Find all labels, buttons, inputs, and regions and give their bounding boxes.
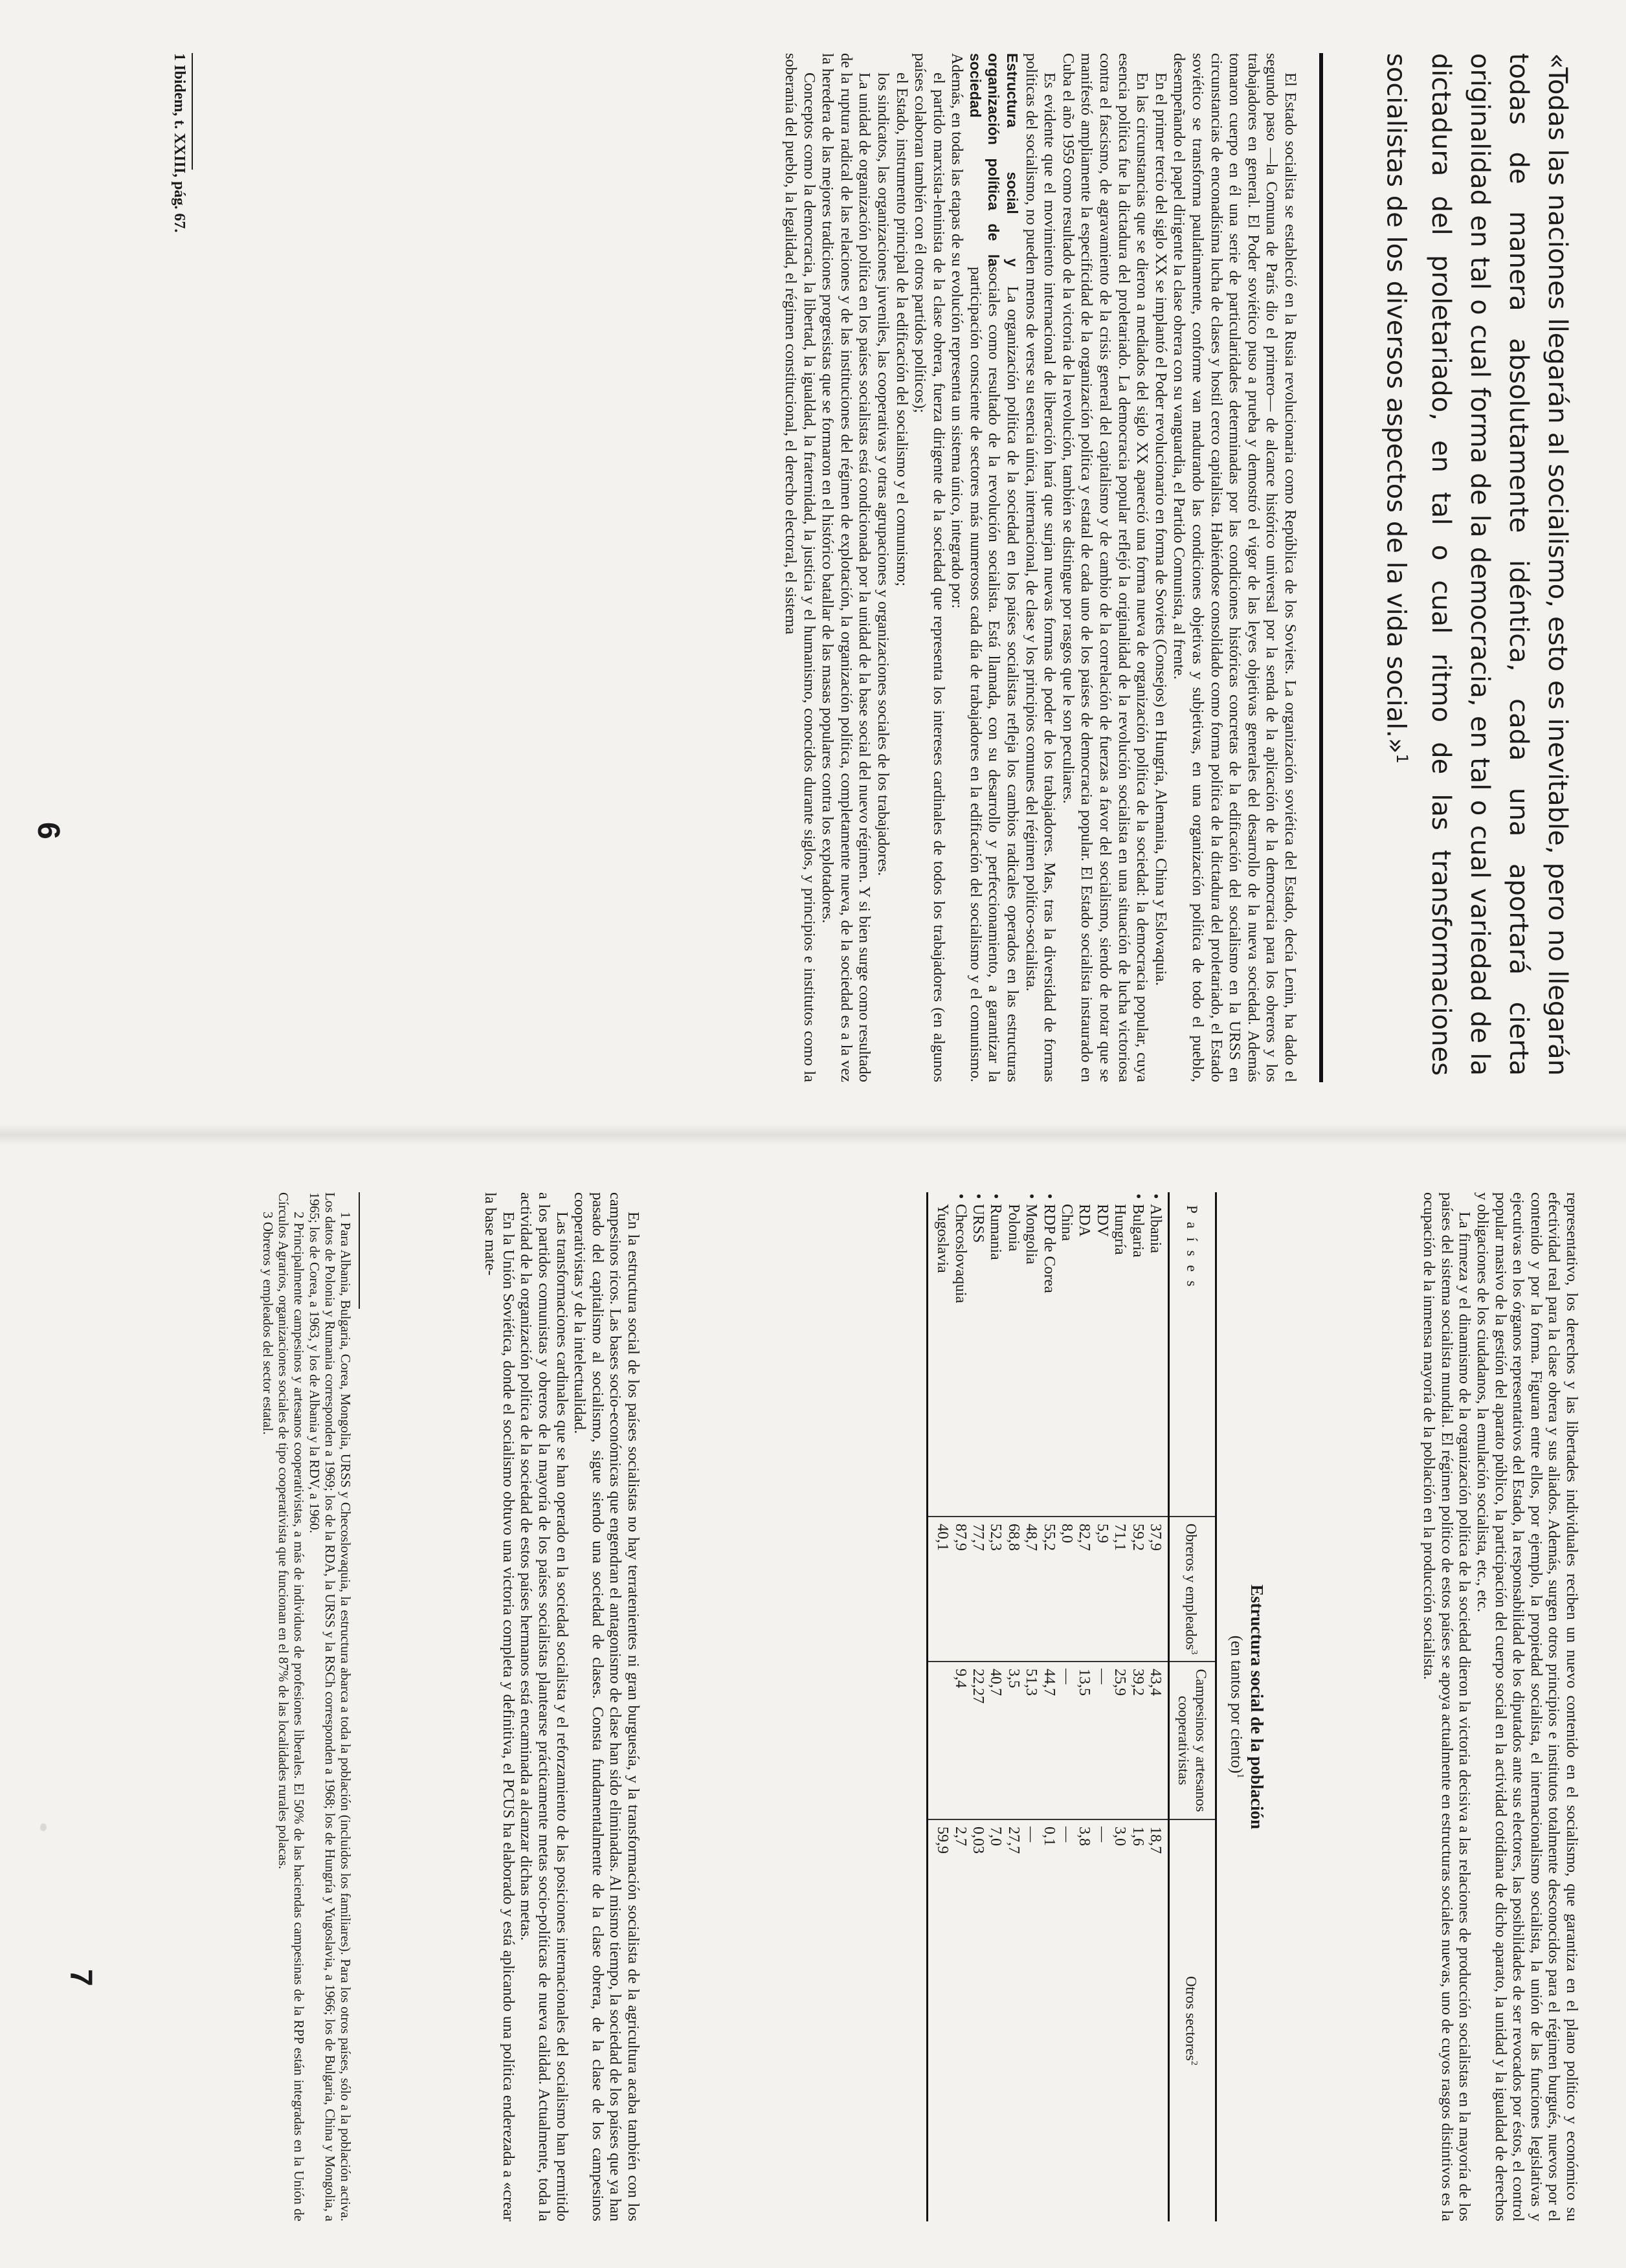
row-mark: • [1147,1194,1164,1199]
page-7-bottom-text [482,1192,642,2221]
country-cell [1004,1192,1021,1517]
other-value: 59,9 [927,1819,951,2221]
header-countries: P a í s e s [1169,1192,1216,1517]
epigraph-quote [1377,53,1577,1076]
table-subtitle [1227,1192,1245,2221]
country-name: RDP de Corea [1040,1204,1058,1293]
paragraph: los sindicatos, las organizaciones juveniles, las cooperativas y otras agrupaciones y organizaciones sociales de los trabajadores. [874,72,892,876]
workers-value: 87,9 [951,1517,968,1662]
quote-text: «Todas las naciones llegarán al socialismo, esto es inevitable, pero no llegarán todas de manera absolutamente idéntica, cada una aportará cierta originalidad en tal o cual forma de la democracia, en tal o cual variedad de la dictadura del proletariado, en tal o cual ritmo de las transformaciones socialistas de los diversos aspectos de la vida social.» [1381,53,1572,1076]
other-value: 0,03 [969,1819,986,2221]
peasants-value: 25,9 [1111,1662,1128,1819]
country-cell [1058,1192,1075,1517]
other-value: — [1093,1819,1110,2221]
social-structure-table [926,1192,1217,2221]
paragraph: La organización política de la sociedad en los países socialistas refleja los cambios radicales operados en las estructuras sociales como resultado de la revolución socialista. Está llamada, con su desarrollo y perfeccionamiento, a garantizar la participación consciente de sectores más numerosos cada día de trabajadores en la edificación del socialismo y el comunismo. Además, en todas las etapas de su evolución representa un sistema único, integrado por: [948,53,1022,1082]
country-cell [1075,1192,1093,1517]
workers-value: 77,7 [969,1517,986,1662]
ink-speck [40,1823,47,1831]
paragraph: representativo, los derechos y las libertades individuales reciben un nuevo contenido en el socialismo, que garantiza en el plano político y económico su efectividad real para la clase obrera y sus aliados. Además, surgen otros principios e institutos totalmente desconocidos para el régimen burgués, nuevos por el contenido y por la forma. Figuran entre ellos, por ejemplo, la propiedad socialista, el internacionalismo socialista, la unión de las funciones legislativas y ejecutivas en los órganos representativos del Estado, la responsabilidad de los diputados ante sus electores, las posibilidades de ser revocados por éstos, el control popular masivo de la gestión del aparato público, la participación del cuerpo social en la actividad cotidiana de dicho aparato, la unidad y la igualdad de derechos y obligaciones de los ciudadanos, la emulación socialista, etc., etc. [1474,1192,1581,2221]
row-mark: • [1129,1194,1146,1199]
workers-value: 8,0 [1058,1517,1075,1662]
country-cell [1093,1192,1110,1517]
paragraph: En la estructura social de los países socialistas no hay terratenientes ni gran burguesía, y la transformación socialista de la agricultura acaba también con los campesinos ricos. Las bases socio-económicas que engendran el antagonismo de clase han sido eliminadas. Al mismo tiempo, la sociedad de los países que ya han pasado del capitalismo al socialismo, sigue siendo una sociedad de clases. Consta fundamentalmente de la clase obrera, de la clase de los campesinos cooperativistas y de la intelectualidad. [571,1192,642,2221]
country-name: Bulgaria [1129,1204,1146,1258]
workers-value: 5,9 [1093,1517,1110,1662]
peasants-value: 44,7 [1040,1662,1057,1819]
table-row [1111,1192,1128,2221]
table-title: Estructura social de la población [1247,1584,1267,1829]
table-row [1004,1192,1021,2221]
other-value: 7,0 [986,1819,1004,2221]
peasants-value: 40,7 [986,1662,1004,1819]
other-value: 1,6 [1128,1819,1146,2221]
table-subtitle-text: (en tantos por ciento) [1227,1635,1245,1773]
table-row [1022,1192,1040,2221]
country-name: RDV [1093,1204,1111,1237]
peasants-value: 9,4 [951,1662,968,1819]
country-cell [1040,1192,1057,1517]
country-name: Hungría [1111,1204,1129,1255]
page-6-body [781,53,1299,1082]
header-other [1169,1819,1216,2221]
country-cell [1128,1192,1146,1517]
workers-value: 55,2 [1040,1517,1057,1662]
workers-value: 37,9 [1146,1517,1169,1662]
other-value: 2,7 [951,1819,968,2221]
header-peasants: Campesinos y artesanos cooperativistas [1169,1662,1216,1819]
peasants-value [927,1662,951,1819]
row-mark: • [952,1194,969,1199]
header-other-ref: 2 [1188,2060,1199,2065]
other-value: 3,8 [1075,1819,1093,2221]
page-7 [0,1134,1626,2268]
table-header-row [1169,1192,1216,2221]
workers-value: 59,2 [1128,1517,1146,1662]
paragraph: Es evidente que el movimiento internacional de liberación hará que surjan nuevas formas de poder de los trabajadores. Mas, tras la diversidad de formas políticas del socialismo, no pueden menos de verse su esencia única, internacional, de clase y los principios comunes del régimen político-socialista. [1022,53,1059,1082]
footnote-rule [192,53,193,170]
footnote-rule [359,1192,360,1309]
peasants-value: 3,5 [1004,1662,1021,1819]
peasants-value: 39,2 [1128,1662,1146,1819]
country-cell [1111,1192,1128,1517]
table-row [969,1192,986,2221]
table-row [1075,1192,1093,2221]
workers-value: 52,3 [986,1517,1004,1662]
peasants-value: 43,4 [1146,1662,1169,1819]
country-name: Rumania [987,1204,1005,1260]
country-name: Checoslovaquia [952,1204,969,1304]
paragraph: Conceptos como la democracia, la libertad, la igualdad, la fraternidad, la justicia y el humanismo, conocidos durante siglos, y principios e institutos como la soberanía del pueblo, la legalidad, el régimen constitucional, el derecho electoral, el sistema [781,53,818,1082]
workers-value: 48,7 [1022,1517,1040,1662]
country-name: URSS [969,1204,986,1243]
page-number: 6 [31,822,65,839]
country-name: China [1058,1204,1075,1241]
other-value: — [1022,1819,1040,2221]
other-value: — [1058,1819,1075,2221]
paragraph: Las transformaciones cardinales que se han operado en la sociedad socialista y el reforzamiento de las posiciones internacionales del socialismo han permitido a los partidos comunistas y obreros de la mayoría de los países socialistas plantearse prácticamente metas socio-políticas de nueva calidad. Actualmente, toda la actividad de la organización política de la sociedad de estos países hermanos está encaminada a alcanzar dichas metas. [517,1192,571,2221]
paragraph: el partido marxista-leninista de la clase obrera, fuerza dirigente de la sociedad que representa los intereses cardinales de todos los trabajadores (en algunos países colaboran también con él otros partidos políticos); [911,53,948,1082]
country-cell [927,1192,951,1517]
country-cell [969,1192,986,1517]
table-row [927,1192,951,2221]
header-other-label: Otros sectores [1183,1976,1199,2061]
paragraph: En el primer tercio del siglo XX se implantó el Poder revolucionario en forma de Soviets (Consejos) en Hungría, Alemania, China y Eslovaquia. [1152,72,1170,986]
table-subtitle-ref: 1 [1235,1773,1245,1779]
peasants-value: — [1058,1662,1075,1819]
footnote: 1 Para Albania, Bulgaria, Corea, Mongolia, URSS y Checoslovaquia, la estructura abarca a toda la población (incluidos los familiares). Para los otros países, sólo a la población activa. Los datos de Polonia y Rumania corresponden a 1969; los de la RDA, la URSS y la RSCh corresponden a 1968; los de Hungría y Yugoslavia, a 1966; los de Bulgaria, China y Mongolia, a 1965; los de Corea, a 1963, y los de Albania y la RDV, a 1960. [307,1192,353,2221]
paragraph: El Estado socialista se estableció en la Rusia revolucionaria como República de los Soviets. La organización soviética del Estado, decía Lenin, ha dado el segundo paso —la Comuna de París dio el primero— de alcance histórico universal por la senda de la aplicación de la democracia para los obreros y los trabajadores en general. El Poder soviético puso a prueba y demostró el vigor de las leyes objetivas generales del desarrollo de la nueva sociedad. Además tomaron cuerpo en él una serie de particularidades determinadas por las condiciones históricas concretas de la edificación del socialismo en la URSS en circunstancias de enconadísima lucha de clases y hostil cerco capitalista. Habiéndose consolidado como forma política de la dictadura del proletariado, el Estado soviético se transforma paulatinamente, conforme van madurando las condiciones objetivas y subjetivas, en una organización política de todo el pueblo, desempeñando el papel dirigente la clase obrera con su vanguardia, el Partido Comunista, al frente. [1170,53,1299,1082]
page-7-top-text [1420,1192,1581,2221]
footnote: 2 Principalmente campesinos y artesanos cooperativistas, a más de individuos de profesiones liberales. El 50% de las haciendas campesinas de la RPP están integradas en la Unión de Círculos Agrarios, organizaciones sociales de tipo cooperativista que funcionan en el 87% de las localidades rurales polacas. [276,1192,307,2221]
paragraph: La firmeza y el dinamismo de la organización política de la sociedad dieron la victoria decisiva a las relaciones de producción socialistas en la mayoría de los países del sistema socialista mundial. El régimen político de estos países se apoya actualmente en estructuras sociales nuevas, uno de cuyos rasgos distintivos es la ocupación de la inmensa mayoría de la población en la producción socialista. [1420,1192,1474,2221]
header-workers-ref: 3 [1188,1650,1199,1655]
table-row [986,1192,1004,2221]
table-row [1058,1192,1075,2221]
country-name: RDA [1076,1204,1093,1237]
country-cell [951,1192,968,1517]
table-row [1040,1192,1057,2221]
row-mark: • [987,1194,1005,1199]
paragraph: el Estado, instrumento principal de la edificación del socialismo y el comunismo; [893,72,911,586]
side-heading: Estructura social y organización política de la sociedad [966,53,1021,267]
footnote: 1 Ibidem, t. XXIII, pág. 67. [171,53,188,233]
table-body [927,1192,1168,2221]
country-name: Polonia [1005,1204,1022,1252]
section-rule [1319,53,1323,1082]
other-value: 0,1 [1040,1819,1057,2221]
country-name: Mongolia [1023,1204,1040,1265]
other-value: 3,0 [1111,1819,1128,2221]
quote-footnote-ref: 1 [1393,753,1411,764]
table-row [1128,1192,1146,2221]
country-name: Albania [1147,1204,1164,1253]
header-workers-label: Obreros y empleados [1183,1523,1199,1651]
table-row [951,1192,968,2221]
country-cell [986,1192,1004,1517]
paragraph: En la Unión Soviética, donde el socialismo obtuvo una victoria completa y definitiva, el PCUS ha elaborado y está aplicando una política enderezada a «crear la base mate- [482,1192,517,2221]
other-value: 27,7 [1004,1819,1021,2221]
page-number: 7 [63,1969,98,1986]
workers-value: 68,8 [1004,1517,1021,1662]
table-row [1146,1192,1169,2221]
country-cell [1146,1192,1169,1517]
peasants-value: 13,5 [1075,1662,1093,1819]
paragraph: En las circunstancias que se dieron a mediados del siglo XX apareció una forma nueva de organización política de la sociedad: la democracia popular, cuya esencia política fue la dictadura del proletariado. La democracia popular reflejó la originalidad de la revolución socialista en una situación de lucha victoriosa contra el fascismo, de agravamiento de la crisis general del capitalismo y de cambio de la correlación de fuerzas a favor del socialismo, siendo de notar que se manifestó ampliamente la especificidad de la organización política y estatal de cada uno de los países de democracia popular. El Estado socialista instaurado en Cuba el año 1959 como resultado de la victoria de la revolución, también se distingue por rasgos que le son peculiares. [1059,53,1152,1082]
footnote: 3 Obreros y empleados del sector estatal. [260,1212,276,1435]
footnotes [260,1192,353,2221]
workers-value: 82,7 [1075,1517,1093,1662]
country-cell [1022,1192,1040,1517]
paragraph: La unidad de organización política en los países socialistas está condicionada por la unidad de la base social del nuevo régimen. Y si bien surge como resultado de la ruptura radical de las relaciones y de las instituciones del régimen de explotación, la organización política, completamente nueva, de la sociedad es a la vez la heredera de las mejores tradiciones progresistas que se formaron en el histórico batallar de las masas populares contra los explotadores. [819,53,874,1082]
header-workers [1169,1517,1216,1662]
workers-value: 40,1 [927,1517,951,1662]
table-row [1093,1192,1110,2221]
row-mark: • [969,1194,986,1199]
row-mark: • [1040,1194,1058,1199]
other-value: 18,7 [1146,1819,1169,2221]
row-mark: • [1023,1194,1040,1199]
peasants-value: 51,3 [1022,1662,1040,1819]
peasants-value: 22,27 [969,1662,986,1819]
peasants-value: — [1093,1662,1110,1819]
country-name: Yugoslavia [934,1204,952,1273]
workers-value: 71,1 [1111,1517,1128,1662]
